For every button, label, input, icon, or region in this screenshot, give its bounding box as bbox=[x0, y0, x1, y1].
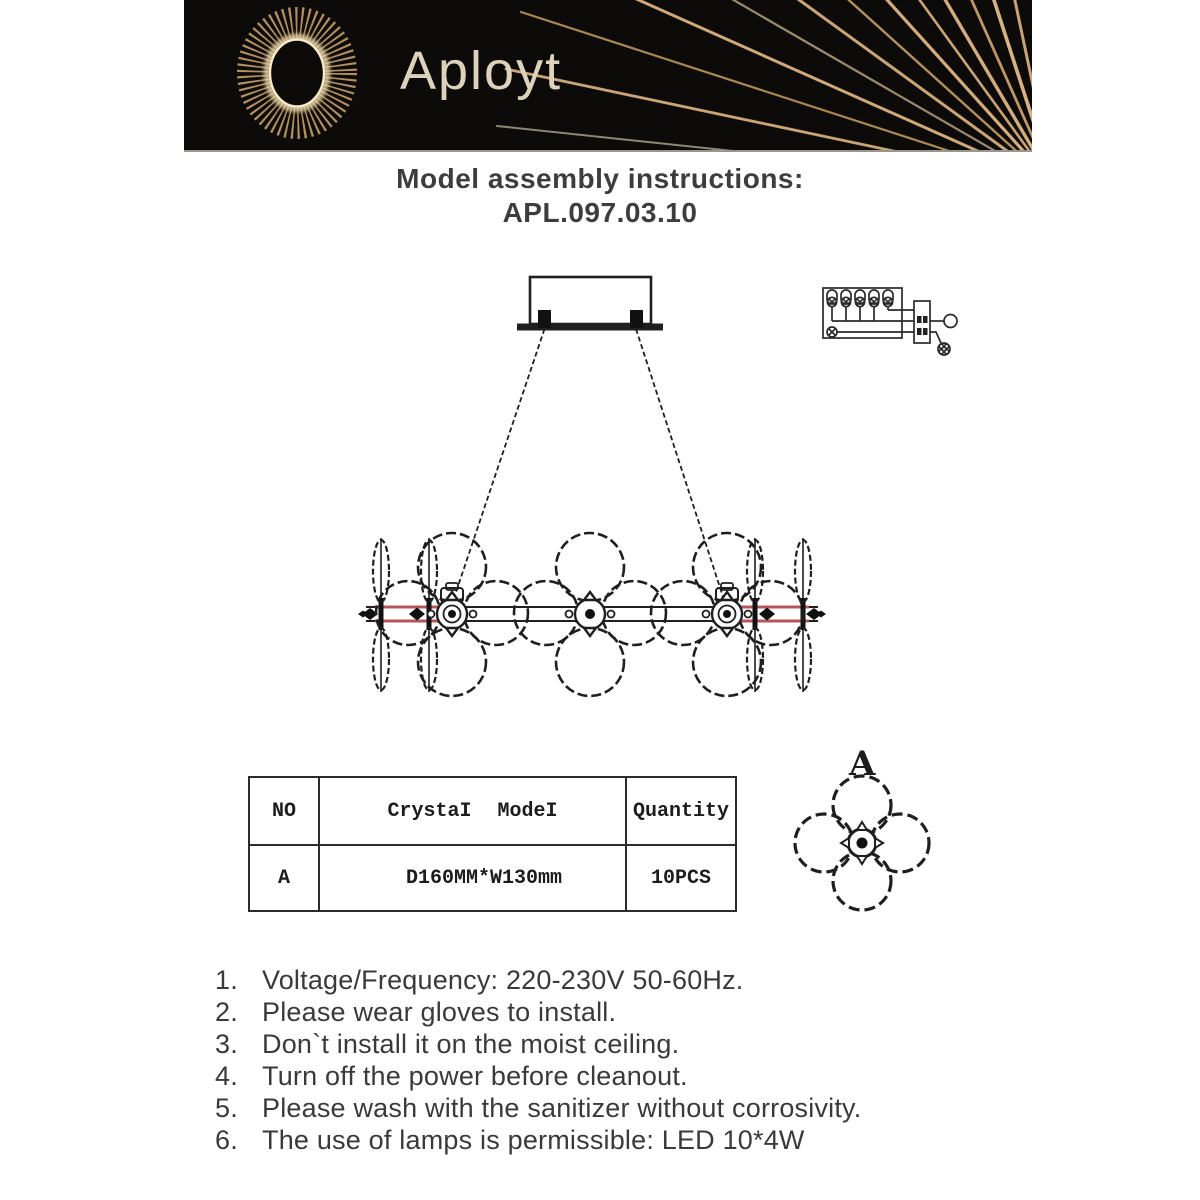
parts-table bbox=[248, 776, 737, 912]
instruction-text: Don`t install it on the moist ceiling. bbox=[262, 1029, 680, 1059]
instruction-text: Please wear gloves to install. bbox=[262, 997, 617, 1027]
instruction-item bbox=[215, 1124, 1065, 1156]
cell-no: A bbox=[249, 845, 319, 911]
instruction-number: 1. bbox=[215, 965, 238, 995]
wiring-diagram bbox=[823, 288, 957, 355]
instruction-number: 4. bbox=[215, 1061, 238, 1091]
instructions-list bbox=[215, 964, 1065, 1156]
crystal-a-label: A bbox=[849, 744, 876, 784]
suspension-wires bbox=[452, 329, 726, 606]
instruction-number: 5. bbox=[215, 1093, 238, 1123]
instruction-item bbox=[215, 1060, 1065, 1092]
header-quantity: Quantity bbox=[626, 777, 736, 845]
instruction-number: 6. bbox=[215, 1125, 238, 1155]
instruction-item bbox=[215, 964, 1065, 996]
instruction-text: Voltage/Frequency: 220-230V 50-60Hz. bbox=[262, 965, 744, 995]
instruction-text: Please wash with the sanitizer without corrosivity. bbox=[262, 1093, 862, 1123]
ceiling-canopy bbox=[517, 277, 663, 328]
cell-crystal-model: D160MM*W130mm bbox=[319, 845, 626, 911]
page-title: Model assembly instructions: bbox=[396, 163, 804, 194]
model-number: APL.097.03.10 bbox=[502, 197, 698, 228]
instruction-item bbox=[215, 1092, 1065, 1124]
cell-quantity: 10PCS bbox=[626, 845, 736, 911]
instruction-text: Turn off the power before cleanout. bbox=[262, 1061, 688, 1091]
header-crystal-model: CrystaI ModeI bbox=[319, 777, 626, 845]
instruction-item bbox=[215, 1028, 1065, 1060]
instruction-item bbox=[215, 996, 1065, 1028]
crystal-a-diagram bbox=[795, 744, 929, 910]
ground-symbol bbox=[938, 343, 950, 355]
brand-name: Aployt bbox=[400, 41, 563, 101]
parts-table-header-row bbox=[249, 777, 736, 845]
parts-table-row bbox=[249, 845, 736, 911]
wire-connector bbox=[944, 315, 957, 328]
instruction-number: 2. bbox=[215, 997, 238, 1027]
header-no: NO bbox=[249, 777, 319, 845]
lamp-symbols-row bbox=[827, 290, 893, 307]
instruction-text: The use of lamps is permissible: LED 10*4W bbox=[262, 1125, 805, 1155]
terminal-block bbox=[914, 301, 930, 343]
flower-hubs bbox=[428, 583, 752, 636]
side-crystals-right bbox=[747, 538, 811, 692]
instruction-number: 3. bbox=[215, 1029, 238, 1059]
